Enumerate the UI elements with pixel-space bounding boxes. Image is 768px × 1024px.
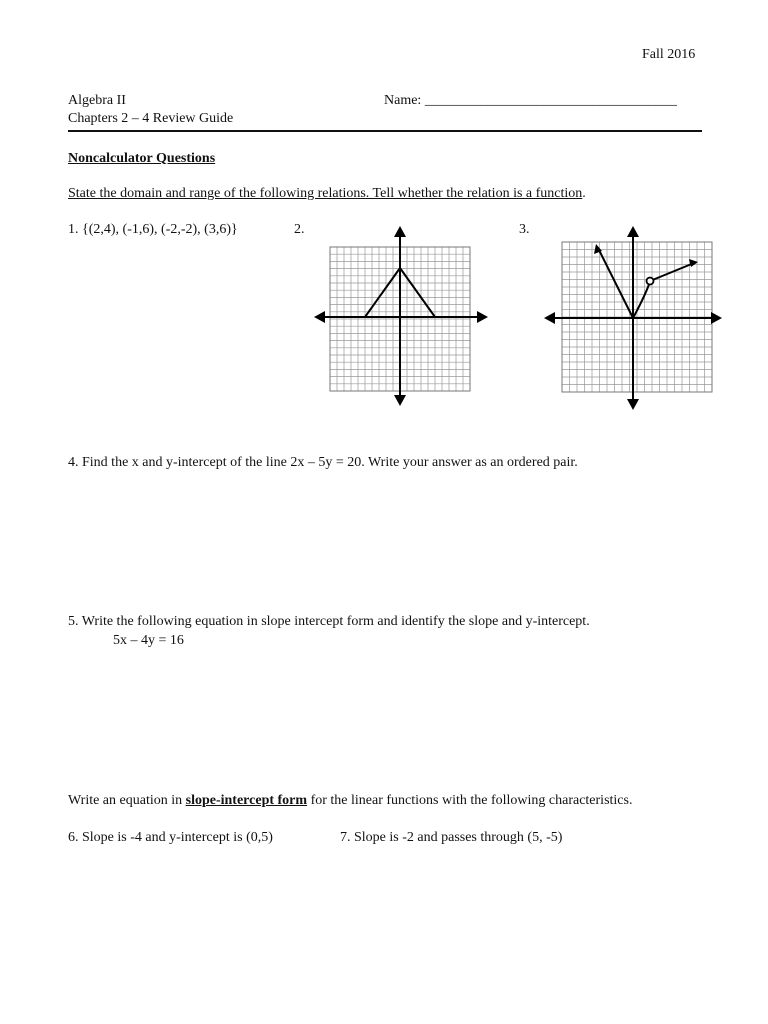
graph-2-y-arrow-up	[394, 226, 406, 237]
graph-2-x-arrow-left	[314, 311, 325, 323]
relations-instruction-text: State the domain and range of the following relations. Tell whether the relation is a function	[68, 186, 583, 201]
question-6: 6. Slope is -4 and y-intercept is (0,5)	[68, 830, 273, 845]
graph-3-middle-curve	[633, 282, 650, 318]
equation-instruction-bold: slope-intercept form	[185, 793, 308, 808]
name-field[interactable]: Name: ____________________________________	[384, 93, 677, 108]
question-5-equation: 5x – 4y = 16	[113, 633, 184, 648]
course-title: Algebra II	[68, 93, 126, 108]
graph-3	[540, 220, 725, 415]
graph-2	[310, 220, 490, 410]
question-4: 4. Find the x and y-intercept of the line 2x – 5y = 20. Write your answer as an ordered pair.	[68, 455, 578, 470]
question-5: 5. Write the following equation in slope intercept form and identify the slope and y-intercept.	[68, 614, 590, 629]
term-label: Fall 2016	[642, 47, 696, 62]
graph-3-open-circle	[647, 278, 654, 285]
graph-3-y-arrow-down	[627, 399, 639, 410]
equation-instruction	[68, 793, 632, 809]
question-7: 7. Slope is -2 and passes through (5, -5)	[340, 830, 563, 845]
relations-instruction	[68, 186, 586, 202]
equation-instruction-post: for the linear functions with the following characteristics.	[307, 793, 633, 808]
guide-subtitle: Chapters 2 – 4 Review Guide	[68, 111, 234, 126]
graph-3-y-arrow-up	[627, 226, 639, 237]
question-3-number: 3.	[519, 222, 530, 237]
header-divider	[68, 130, 702, 132]
graph-3-left-ray	[598, 248, 633, 318]
question-1: 1. {(2,4), (-1,6), (-2,-2), (3,6)}	[68, 222, 238, 237]
graph-3-x-arrow-left	[544, 312, 555, 324]
graph-3-x-arrow-right	[711, 312, 722, 324]
equation-instruction-pre: Write an equation in	[68, 793, 186, 808]
graph-2-x-arrow-right	[477, 311, 488, 323]
graph-2-y-arrow-down	[394, 395, 406, 406]
question-2-number: 2.	[294, 222, 305, 237]
section-title: Noncalculator Questions	[68, 151, 216, 166]
relations-instruction-period: .	[582, 186, 586, 201]
